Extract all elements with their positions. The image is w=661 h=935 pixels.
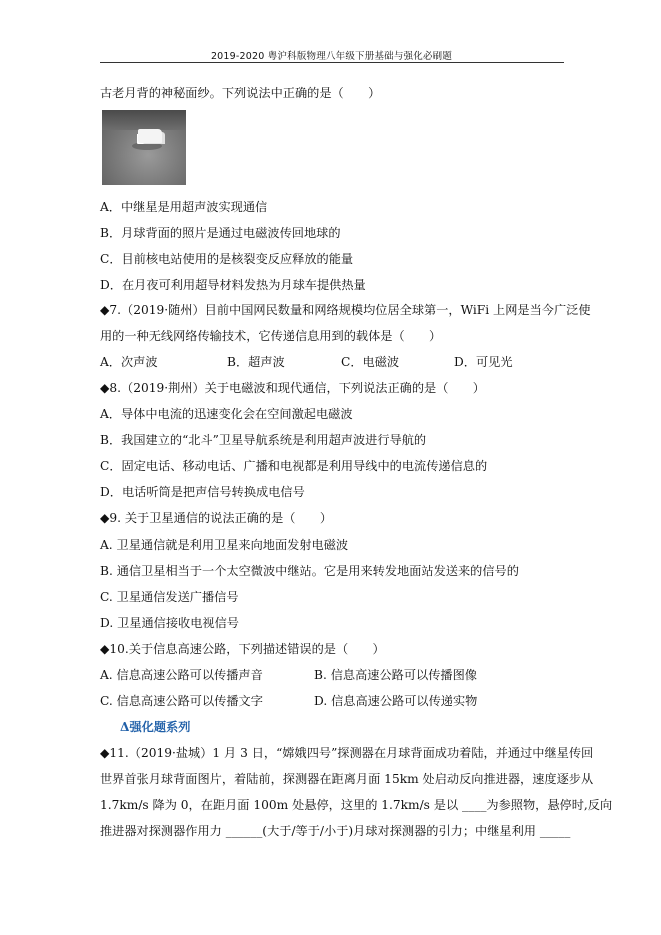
page-header: 2019-2020 粤沪科版物理八年级下册基础与强化必刷题 bbox=[210, 51, 453, 62]
q7-option-d: D．可见光 bbox=[454, 355, 513, 369]
q10-stem: ◆10.关于信息高速公路，下列描述错误的是（ ） bbox=[100, 642, 385, 656]
rover-shadow bbox=[132, 142, 162, 150]
q10-option-d: D. 信息高速公路可以传递实物 bbox=[314, 694, 478, 708]
q9-option-b: B. 通信卫星相当于一个太空微波中继站。它是用来转发地面站发送来的信号的 bbox=[100, 564, 519, 578]
q6-option-b: B．月球背面的照片是通过电磁波传回地球的 bbox=[100, 226, 341, 240]
q7-options-row bbox=[0, 354, 661, 370]
q8-stem: ◆8.（2019·荆州）关于电磁波和现代通信，下列说法正确的是（ ） bbox=[100, 381, 485, 395]
q9-option-c: C. 卫星通信发送广播信号 bbox=[100, 590, 239, 604]
q6-option-c: C．目前核电站使用的是核裂变反应释放的能量 bbox=[100, 252, 354, 266]
q7-option-a: A．次声波 bbox=[100, 355, 158, 369]
q10-option-c: C. 信息高速公路可以传播文字 bbox=[100, 694, 263, 708]
q6-option-a: A．中继星是用超声波实现通信 bbox=[100, 200, 268, 214]
rover-figure bbox=[138, 129, 162, 143]
q7-stem-line1: ◆7.（2019·随州）目前中国网民数量和网络规模均位居全球第一，WiFi 上网是当今广泛使 bbox=[100, 303, 591, 317]
q11-line4: 推进器对探测器作用力 ______(大于/等于/小于)月球对探测器的引力；中继星利用 _____ bbox=[100, 824, 571, 838]
q9-stem: ◆9. 关于卫星通信的说法正确的是（ ） bbox=[100, 511, 333, 525]
q11-line1: ◆11.（2019·盐城）1 月 3 日，“嫦娥四号”探测器在月球背面成功着陆，并通过中继星传回 bbox=[100, 746, 594, 760]
q9-option-d: D. 卫星通信接收电视信号 bbox=[100, 616, 239, 630]
header-divider bbox=[100, 62, 564, 63]
q8-option-c: C．固定电话、移动电话、广播和电视都是利用导线中的电流传递信息的 bbox=[100, 459, 488, 473]
q7-stem-line2: 用的一种无线网络传输技术，它传递信息用到的载体是（ ） bbox=[100, 329, 442, 343]
q8-option-b: B．我国建立的“北斗”卫星导航系统是利用超声波进行导航的 bbox=[100, 433, 427, 447]
q8-option-a: A．导体中电流的迅速变化会在空间激起电磁波 bbox=[100, 407, 353, 421]
q10-options-row-2 bbox=[0, 693, 661, 709]
q6-stem: 古老月背的神秘面纱。下列说法中正确的是（ ） bbox=[100, 86, 381, 100]
q8-option-d: D．电话听筒是把声信号转换成电信号 bbox=[100, 485, 305, 499]
q7-option-c: C．电磁波 bbox=[341, 355, 400, 369]
q9-option-a: A. 卫星通信就是利用卫星来向地面发射电磁波 bbox=[100, 538, 349, 552]
q11-line3: 1.7km/s 降为 0，在距月面 100m 处悬停，这里的 1.7km/s 是以 ____为参照物，悬停时,反向 bbox=[100, 798, 613, 812]
q11-line2: 世界首张月球背面图片，着陆前，探测器在距离月面 15km 处启动反向推进器，速度逐步从 bbox=[100, 772, 594, 786]
q10-option-a: A. 信息高速公路可以传播声音 bbox=[100, 668, 263, 682]
photo-horizon bbox=[102, 110, 186, 130]
moon-back-photo bbox=[102, 110, 186, 185]
section-heading: Δ强化题系列 bbox=[120, 720, 191, 734]
q7-option-b: B．超声波 bbox=[227, 355, 285, 369]
q10-option-b: B. 信息高速公路可以传播图像 bbox=[314, 668, 477, 682]
q6-option-d: D．在月夜可利用超导材料发热为月球车提供热量 bbox=[100, 278, 366, 292]
q10-options-row-1 bbox=[0, 667, 661, 683]
